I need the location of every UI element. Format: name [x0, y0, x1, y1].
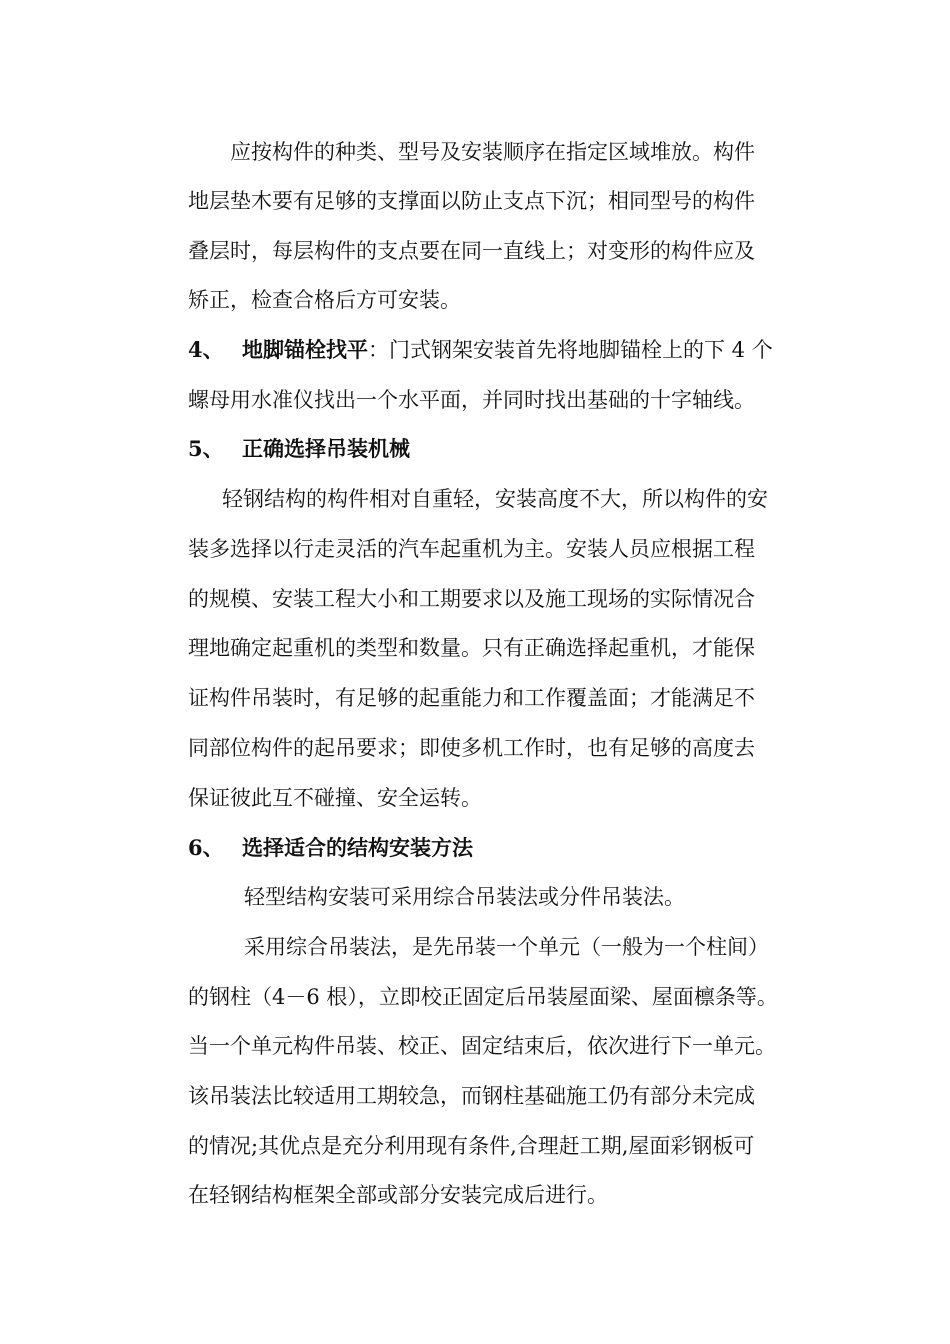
section-title: 正确选择吊装机械 — [242, 436, 410, 461]
paragraph-line: 保证彼此互不碰撞、安全运转。 — [188, 786, 482, 810]
paragraph-line: 装多选择以行走灵活的汽车起重机为主。安装人员应根据工程 — [188, 537, 755, 561]
paragraph-line: 应按构件的种类、型号及安装顺序在指定区域堆放。构件 — [230, 140, 755, 164]
paragraph-line: 理地确定起重机的类型和数量。只有正确选择起重机，才能保 — [188, 636, 755, 660]
section-title: 选择适合的结构安装方法 — [242, 835, 473, 860]
paragraph-line: 螺母用水准仪找出一个水平面，并同时找出基础的十字轴线。 — [188, 388, 755, 412]
paragraph-line: 矫正，检查合格后方可安装。 — [188, 288, 461, 312]
paragraph-line: 的情况;其优点是充分利用现有条件,合理赶工期,屋面彩钢板可 — [188, 1134, 755, 1158]
section-text: ：门式钢架安装首先将地脚锚栓上的下 4 个 — [368, 338, 773, 362]
paragraph-line: 该吊装法比较适用工期较急，而钢柱基础施工仍有部分未完成 — [188, 1084, 755, 1108]
paragraph-line: 地层垫木要有足够的支撑面以防止支点下沉；相同型号的构件 — [188, 189, 755, 213]
section-title: 地脚锚栓找平 — [242, 337, 368, 362]
section-6-heading — [188, 834, 473, 862]
paragraph-line: 在轻钢结构框架全部或部分安装完成后进行。 — [188, 1183, 608, 1207]
paragraph-line: 采用综合吊装法，是先吊装一个单元（一般为一个柱间） — [244, 935, 769, 959]
paragraph-line: 轻型结构安装可采用综合吊装法或分件吊装法。 — [244, 885, 685, 909]
paragraph-line: 当一个单元构件吊装、校正、固定结束后，依次进行下一单元。 — [188, 1034, 776, 1058]
paragraph-line: 轻钢结构的构件相对自重轻，安装高度不大，所以构件的安 — [222, 487, 768, 511]
paragraph-line: 叠层时，每层构件的支点要在同一直线上；对变形的构件应及 — [188, 239, 755, 263]
paragraph-line: 证构件吊装时，有足够的起重能力和工作覆盖面；才能满足不 — [188, 686, 755, 710]
paragraph-line: 同部位构件的起吊要求；即使多机工作时，也有足够的高度去 — [188, 736, 755, 760]
section-5-heading — [188, 435, 410, 463]
paragraph-line: 的钢柱（4－6 根），立即校正固定后吊装屋面梁、屋面檩条等。 — [188, 985, 778, 1009]
section-4-heading — [188, 336, 773, 364]
section-number: 4、 — [188, 337, 224, 362]
paragraph-line: 的规模、安装工程大小和工期要求以及施工现场的实际情况合 — [188, 587, 755, 611]
section-number: 5、 — [188, 436, 224, 461]
section-number: 6、 — [188, 835, 224, 860]
